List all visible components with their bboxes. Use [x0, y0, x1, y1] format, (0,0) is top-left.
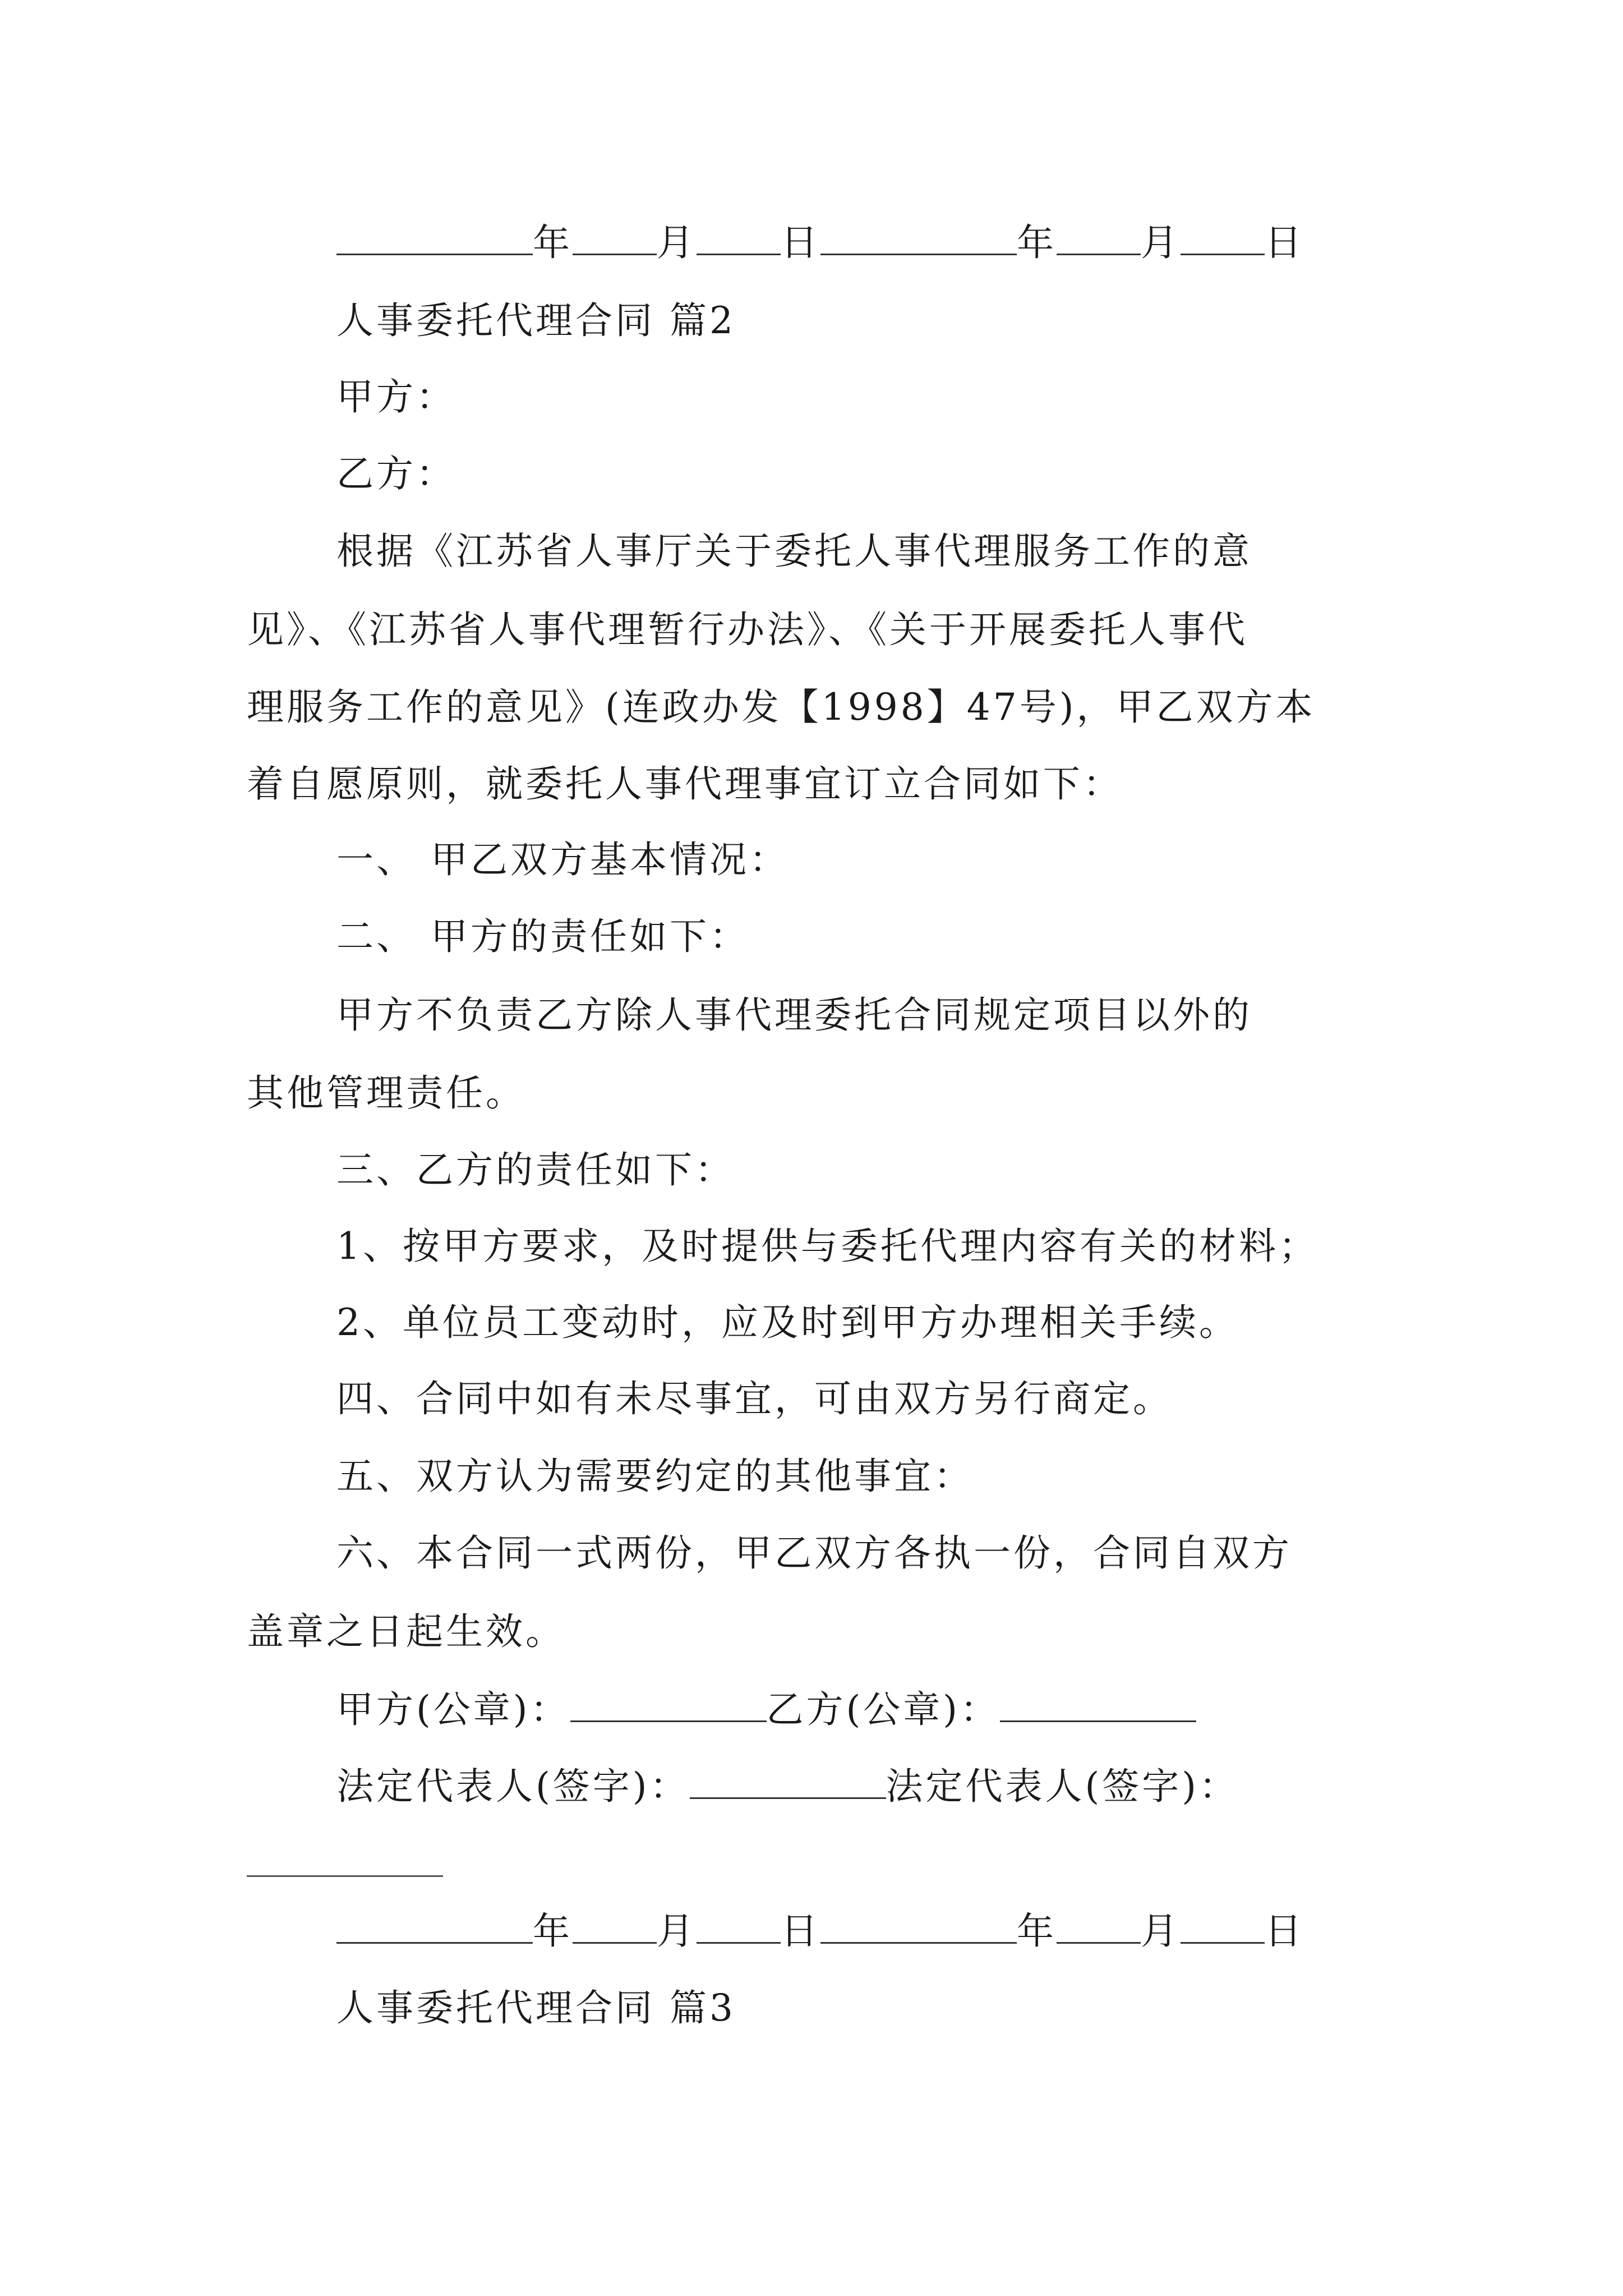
party-a-label: 甲方：: [336, 375, 456, 418]
day-label: 日: [781, 221, 820, 264]
party-b-rep-label: 法定代表人(签字)：: [886, 1765, 1239, 1808]
section-title: 人事委托代理合同 篇3: [336, 1986, 736, 2030]
signature-blank-continued: [247, 1875, 443, 1877]
month-label: 月: [657, 1910, 697, 1953]
blank-field: [820, 219, 1017, 255]
seal-line: [336, 1686, 1196, 1732]
party-b-label: 乙方：: [336, 452, 456, 495]
blank-field: [820, 1907, 1017, 1944]
month-label: 月: [657, 221, 697, 264]
party-a-seal-label: 甲方(公章)：: [336, 1688, 570, 1731]
blank-field: [336, 1907, 533, 1944]
intro-paragraph-line: 根据《江苏省人事厅关于委托人事代理服务工作的意: [336, 530, 1252, 573]
clause-text-line: 六、本合同一式两份，甲乙双方各执一份，合同自双方: [336, 1531, 1292, 1575]
intro-paragraph-line: 理服务工作的意见》(连政办发【1998】47号)，甲乙双方本: [247, 685, 1316, 729]
month-label: 月: [1141, 1910, 1181, 1953]
intro-paragraph-line: 着自愿原则，就委托人事代理事宜订立合同如下：: [247, 762, 1123, 806]
seal-blank: [1000, 1686, 1196, 1722]
year-label: 年: [1017, 221, 1057, 264]
blank-field: [573, 219, 657, 255]
blank-field: [573, 1907, 657, 1944]
blank-field: [697, 1907, 781, 1944]
party-a-rep-label: 法定代表人(签字)：: [336, 1765, 690, 1808]
date-line-top: [336, 219, 1304, 265]
month-label: 月: [1141, 221, 1181, 264]
year-label: 年: [533, 221, 573, 264]
clause-heading: 二、 甲方的责任如下：: [336, 915, 749, 958]
clause-heading: 五、双方认为需要约定的其他事宜：: [336, 1455, 974, 1498]
day-label: 日: [1265, 1910, 1304, 1953]
date-line-bottom: [336, 1907, 1304, 1954]
clause-item: 2、单位员工变动时，应及时到甲方办理相关手续。: [336, 1301, 1239, 1344]
blank-field: [1181, 1907, 1265, 1944]
blank-field: [1057, 219, 1141, 255]
blank-field: [1057, 1907, 1141, 1944]
blank-field: [1181, 219, 1265, 255]
clause-text-line: 其他管理责任。: [247, 1071, 525, 1115]
clause-text-line: 甲方不负责乙方除人事代理委托合同规定项目以外的: [336, 993, 1252, 1037]
clause-heading: 一、 甲乙双方基本情况：: [336, 838, 789, 881]
year-label: 年: [533, 1910, 573, 1953]
blank-field: [697, 219, 781, 255]
day-label: 日: [781, 1910, 820, 1953]
clause-heading: 四、合同中如有未尽事宜，可由双方另行商定。: [336, 1377, 1173, 1420]
blank-field: [336, 219, 533, 255]
year-label: 年: [1017, 1910, 1057, 1953]
signature-line: [336, 1763, 1239, 1809]
clause-item: 1、按甲方要求，及时提供与委托代理内容有关的材料；: [336, 1225, 1318, 1268]
clause-heading: 三、乙方的责任如下：: [336, 1148, 735, 1191]
section-title: 人事委托代理合同 篇2: [336, 299, 736, 342]
day-label: 日: [1265, 221, 1304, 264]
intro-paragraph-line: 见》、《江苏省人事代理暂行办法》、《关于开展委托人事代: [247, 608, 1248, 651]
party-b-seal-label: 乙方(公章)：: [766, 1688, 1000, 1731]
signature-blank: [690, 1763, 886, 1799]
seal-blank: [570, 1686, 767, 1722]
clause-text-line: 盖章之日起生效。: [247, 1610, 565, 1653]
